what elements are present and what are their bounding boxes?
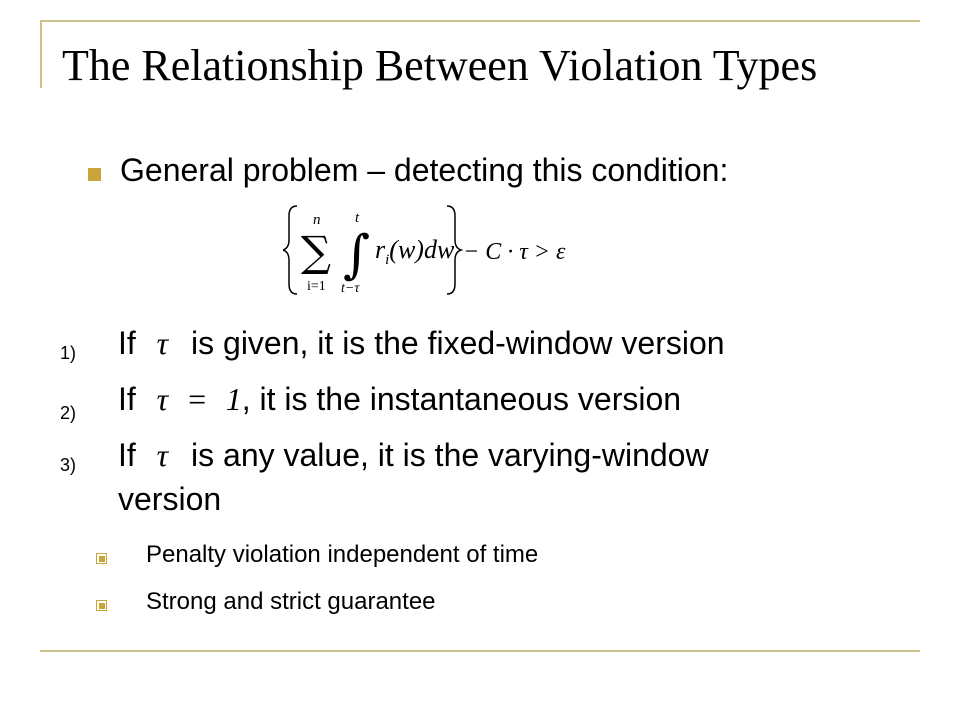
- sub-item-2: Strong and strict guarantee: [146, 588, 436, 615]
- item-1-tau-symbol: τ: [156, 325, 169, 361]
- list-number-3: 3): [60, 455, 77, 475]
- integrand-rest: (w)dw: [389, 235, 455, 264]
- item-3-prefix: If: [118, 437, 136, 473]
- condition-formula: [283, 202, 588, 298]
- lead-text: General problem – detecting this condition:: [120, 152, 729, 188]
- item-1-suffix: is given, it is the fixed-window version: [191, 325, 725, 361]
- integral-symbol: ∫: [343, 225, 371, 285]
- sum-symbol: ∑: [301, 227, 331, 276]
- frame-bottom-rule: [40, 650, 920, 652]
- item-2-prefix: If: [118, 381, 136, 417]
- integrand-subscript: i: [385, 252, 390, 268]
- integrand-r: r: [375, 235, 386, 264]
- square-bullet-icon: [88, 168, 101, 181]
- sum-upper-limit: n: [313, 212, 321, 228]
- sub-item-1: Penalty violation independent of time: [146, 541, 539, 568]
- integral-lower-limit: t−τ: [341, 281, 360, 296]
- item-1-prefix: If: [118, 325, 136, 361]
- integral-upper-limit: t: [355, 210, 360, 226]
- list-item-2: [118, 381, 681, 418]
- item-2-tau-equation: τ = 1: [156, 381, 242, 417]
- slide-title: The Relationship Between Violation Types: [62, 41, 818, 90]
- item-2-suffix: , it is the instantaneous version: [241, 381, 682, 417]
- hollow-square-bullet-icon: [96, 553, 107, 564]
- left-brace: [283, 206, 297, 294]
- list-item-1: [118, 325, 725, 362]
- frame-top-rule: [40, 20, 920, 22]
- list-number-1: 1): [60, 343, 77, 363]
- list-item-3: [118, 437, 709, 474]
- frame-left-rule: [40, 20, 42, 88]
- formula-tail: − C · τ > ε: [463, 239, 566, 265]
- svg-text:ri(w)dw: [375, 235, 455, 268]
- item-3-tau-symbol: τ: [156, 437, 169, 473]
- list-item-3-continuation: version: [118, 481, 222, 517]
- list-number-2: 2): [60, 403, 77, 423]
- sum-lower-limit: i=1: [307, 279, 326, 294]
- hollow-square-bullet-icon: [96, 600, 107, 611]
- item-3-suffix: is any value, it is the varying-window: [191, 437, 709, 473]
